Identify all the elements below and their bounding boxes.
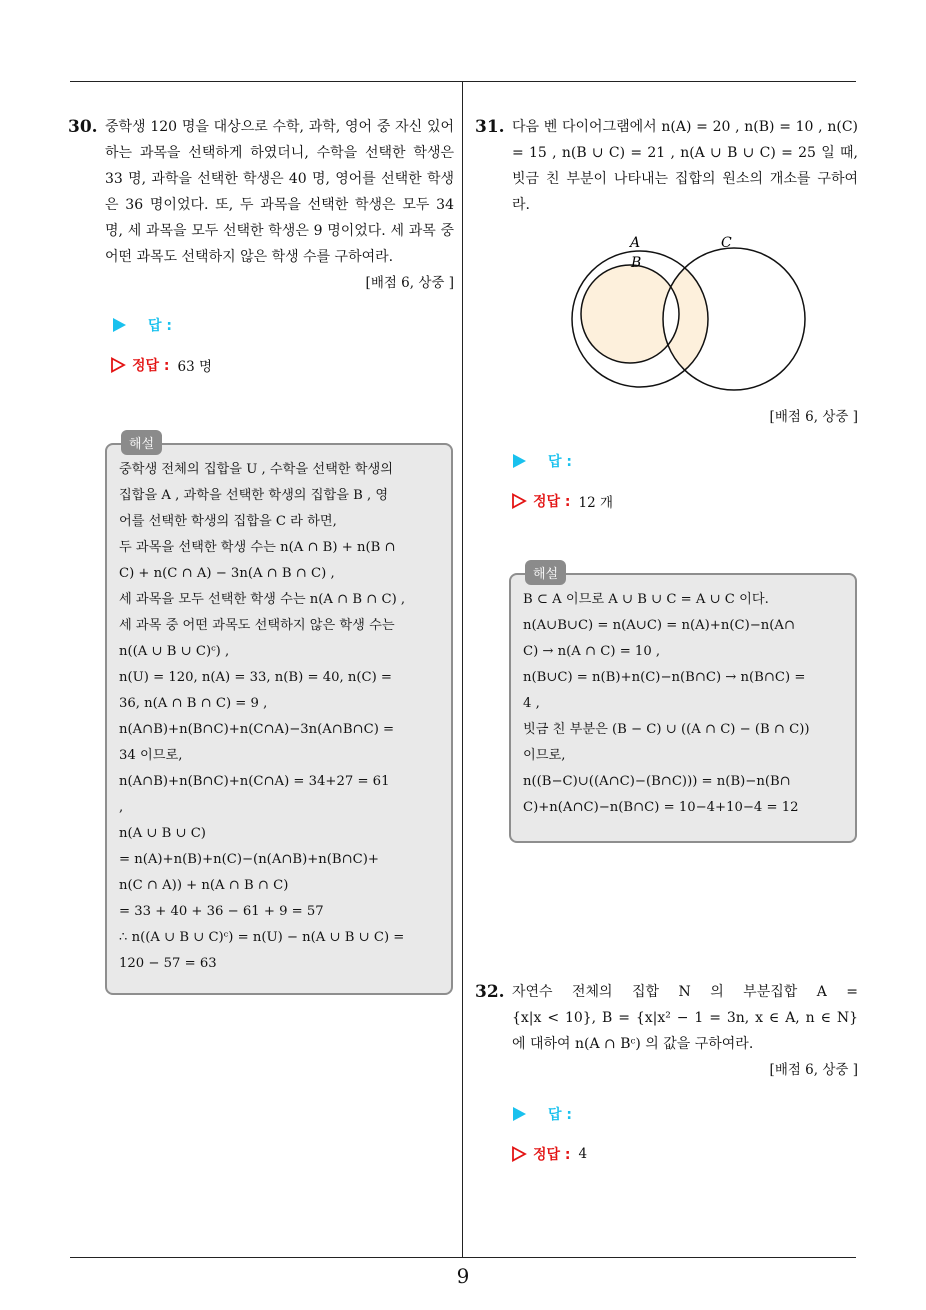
- venn-diagram: [475, 226, 858, 404]
- solution-line: ∴ n((A ∪ B ∪ C)ᶜ) = n(U) − n(A ∪ B ∪ C) =: [119, 930, 405, 945]
- question-text: 다음 벤 다이어그램에서 n(A) = 20 , n(B) = 10 , n(C) = 15 , n(B ∪ C) = 21 , n(A ∪ B ∪ C) = 25 일 때, 빗금 친 부분이 나타내는 집합의 원소의 개소를 구하여라.: [512, 119, 858, 213]
- answer-label: 답 :: [548, 1107, 572, 1123]
- solution-text: [119, 457, 439, 977]
- question-30: [68, 114, 454, 296]
- footer-rule: [70, 1257, 856, 1258]
- correct-label: 정답 :: [132, 358, 170, 374]
- solution-line: n(U) = 120, n(A) = 33, n(B) = 40, n(C) =: [119, 670, 392, 685]
- question-text-line: {x|x < 10}, B = {x|x² − 1 = 3n, x ∈ A, n ∈ N}: [512, 1010, 858, 1026]
- question-number: 32.: [475, 982, 505, 1002]
- solution-line: 120 − 57 = 63: [119, 956, 217, 971]
- venn-label-c: C: [721, 235, 732, 251]
- score-label: [배점 6, 상중 ]: [769, 1062, 858, 1078]
- solution-line: 집합을 A , 과학을 선택한 학생의 집합을 B , 영: [119, 488, 389, 503]
- correct-value: 12 개: [578, 495, 614, 511]
- solution-text: [523, 587, 843, 821]
- correct-value: 4: [578, 1146, 588, 1162]
- solution-line: n(A ∪ B ∪ C): [119, 826, 206, 841]
- play-icon: [513, 1107, 526, 1121]
- play-icon: [113, 318, 126, 332]
- play-icon: [513, 454, 526, 468]
- answer-input-row[interactable]: [475, 448, 858, 474]
- solution-line: = 33 + 40 + 36 − 61 + 9 = 57: [119, 904, 324, 919]
- solution-line: C)+n(A∩C)−n(B∩C) = 10−4+10−4 = 12: [523, 800, 799, 815]
- score-label: [배점 6, 상중 ]: [769, 409, 858, 425]
- solution-line: 중학생 전체의 집합을 U , 수학을 선택한 학생의: [119, 462, 393, 477]
- solution-line: 36, n(A ∩ B ∩ C) = 9 ,: [119, 696, 268, 711]
- solution-line: ,: [119, 800, 124, 815]
- answer-input-row[interactable]: [68, 312, 454, 338]
- solution-line: 이므로,: [523, 748, 566, 763]
- play-outline-icon: [110, 357, 126, 373]
- question-number: 31.: [475, 117, 505, 137]
- play-outline-icon: [511, 493, 527, 509]
- answer-label: 답 :: [548, 454, 572, 470]
- venn-svg: [475, 226, 858, 404]
- solution-box-30: [105, 437, 453, 995]
- question-text-line: 자연수 전체의 집합 N 의 부분집합 A =: [512, 984, 858, 1000]
- solution-line: = n(A)+n(B)+n(C)−(n(A∩B)+n(B∩C)+: [119, 852, 379, 867]
- answer-label: 답 :: [148, 318, 172, 334]
- question-32: [475, 979, 858, 1167]
- solution-line: 4 ,: [523, 696, 540, 711]
- question-31: [475, 114, 858, 218]
- solution-line: n(B∪C) = n(B)+n(C)−n(B∩C) → n(B∩C) =: [523, 670, 806, 685]
- solution-line: n(A∪B∪C) = n(A∪C) = n(A)+n(C)−n(A∩: [523, 618, 795, 633]
- question-text-line: 에 대하여 n(A ∩ Bᶜ) 의 값을 구하여라.: [512, 1036, 754, 1052]
- right-column: [475, 114, 858, 514]
- solution-tag: 해설: [525, 560, 566, 585]
- solution-line: 34 이므로,: [119, 748, 183, 763]
- venn-label-b: B: [631, 255, 642, 271]
- answer-input-row[interactable]: [475, 1101, 858, 1127]
- column-divider: [462, 81, 463, 1257]
- question-text: 중학생 120 명을 대상으로 수학, 과학, 영어 중 자신 있어 하는 과목을 선택하게 하였더니, 수학을 선택한 학생은 33 명, 과학을 선택한 학생은 40 명, 영어를 선택한 학생은 36 명이었다. 또, 두 과목을 선택한 학생은 모두 34 명, 세 과목을 모두 선택한 학생은 9 명이었다. 세 과목 중 어떤 과목도 선택하지 않은 학생 수를 구하여라.: [105, 119, 454, 265]
- solution-line: n(A∩B)+n(B∩C)+n(C∩A)−3n(A∩B∩C) =: [119, 722, 395, 737]
- question-number: 30.: [68, 117, 98, 137]
- solution-line: n((B−C)∪((A∩C)−(B∩C))) = n(B)−n(B∩: [523, 774, 791, 789]
- solution-tag: 해설: [121, 430, 162, 455]
- solution-box-31: [509, 567, 857, 843]
- venn-label-a: A: [630, 235, 641, 251]
- play-outline-icon: [511, 1146, 527, 1162]
- header-rule: [70, 81, 856, 82]
- page-number: 9: [456, 1264, 470, 1288]
- question-32-body: [475, 979, 858, 1083]
- solution-line: 어를 선택한 학생의 집합을 C 라 하면,: [119, 514, 337, 529]
- correct-answer-row: [475, 1141, 858, 1167]
- solution-line: n(C ∩ A)) + n(A ∩ B ∩ C): [119, 878, 289, 893]
- solution-line: n((A ∪ B ∪ C)ᶜ) ,: [119, 644, 230, 659]
- solution-line: 세 과목을 모두 선택한 학생 수는 n(A ∩ B ∩ C) ,: [119, 592, 406, 607]
- solution-line: 세 과목 중 어떤 과목도 선택하지 않은 학생 수는: [119, 618, 395, 633]
- correct-answer-row: [68, 352, 454, 378]
- solution-line: B ⊂ A 이므로 A ∪ B ∪ C = A ∪ C 이다.: [523, 592, 769, 607]
- left-column: [68, 114, 454, 378]
- solution-line: 두 과목을 선택한 학생 수는 n(A ∩ B) + n(B ∩: [119, 540, 396, 555]
- correct-value: 63 명: [177, 359, 213, 375]
- correct-answer-row: [475, 488, 858, 514]
- question-text: [475, 979, 858, 1057]
- solution-line: 빗금 친 부분은 (B − C) ∪ ((A ∩ C) − (B ∩ C)): [523, 722, 810, 737]
- correct-label: 정답 :: [533, 494, 571, 510]
- correct-label: 정답 :: [533, 1147, 571, 1163]
- score-label: [배점 6, 상중 ]: [365, 275, 454, 291]
- solution-line: C) → n(A ∩ C) = 10 ,: [523, 644, 661, 659]
- solution-line: n(A∩B)+n(B∩C)+n(C∩A) = 34+27 = 61: [119, 774, 390, 789]
- solution-line: C) + n(C ∩ A) − 3n(A ∩ B ∩ C) ,: [119, 566, 335, 581]
